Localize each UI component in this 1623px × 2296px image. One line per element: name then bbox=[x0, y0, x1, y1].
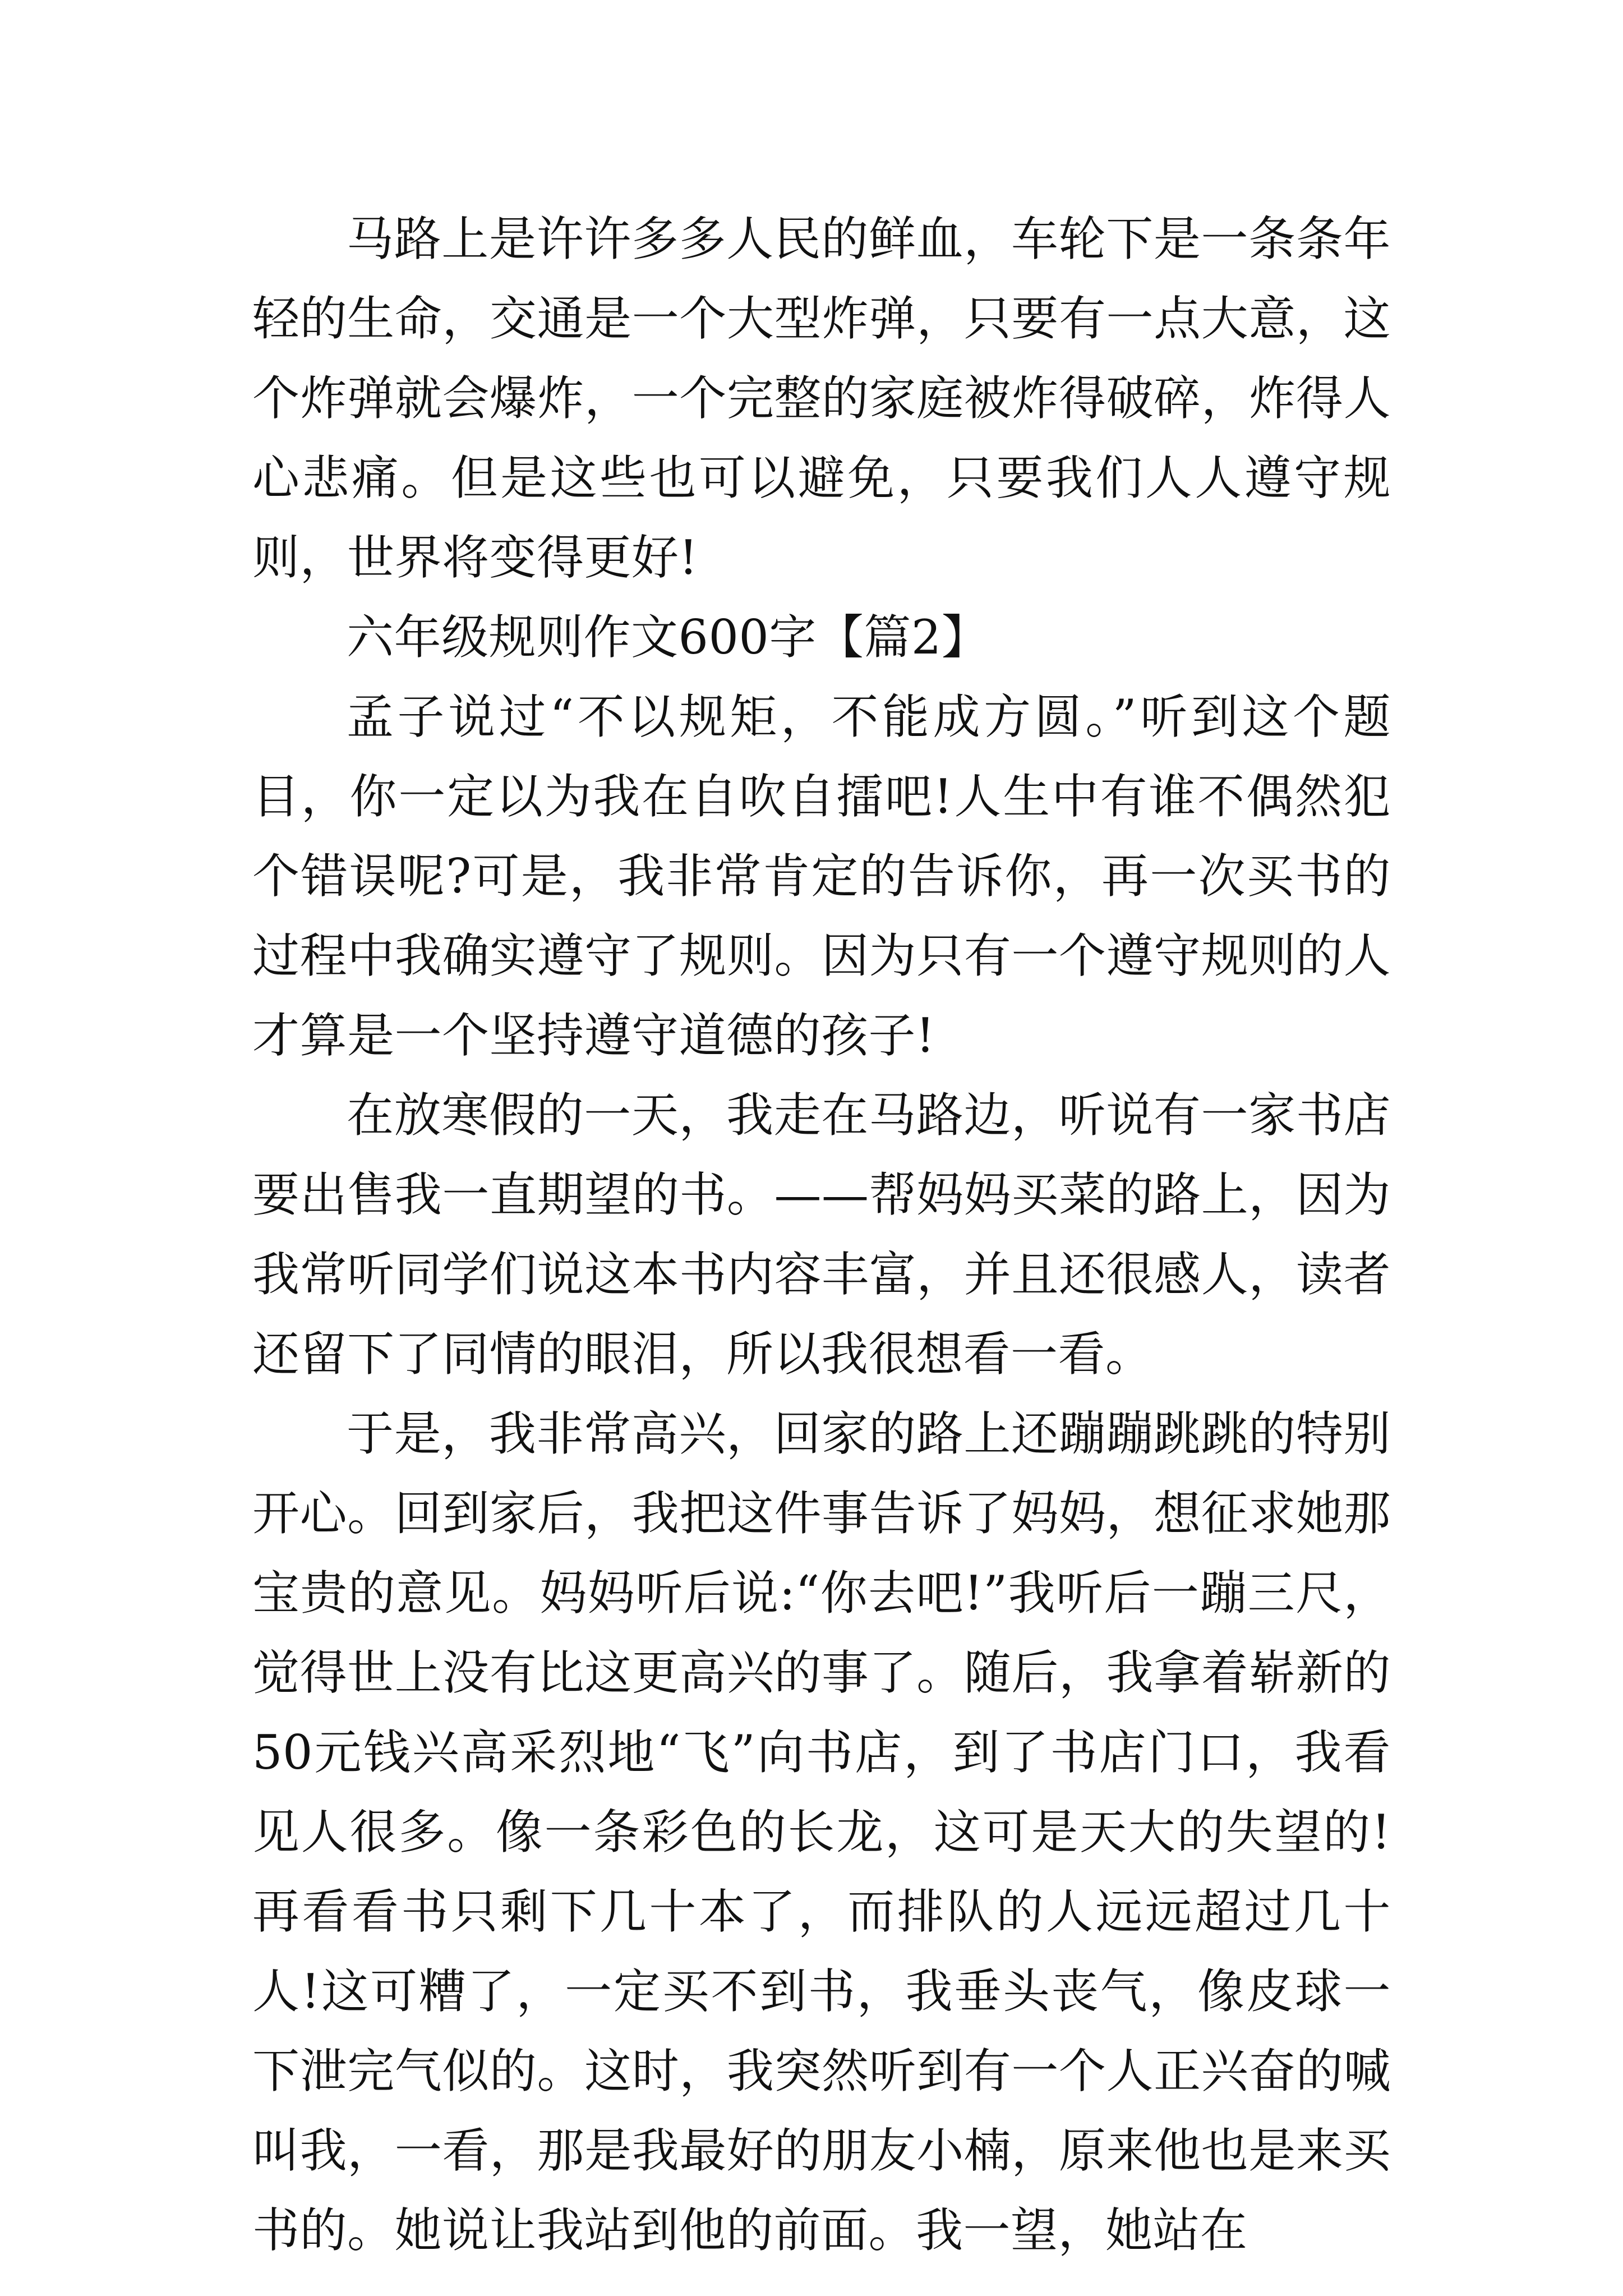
paragraph-bookstore: 于是，我非常高兴，回家的路上还蹦蹦跳跳的特别开心。回到家后，我把这件事告诉了妈妈，想征求她那宝贵的意见。妈妈听后说:“你去吧!”我听后一蹦三尺，觉得世上没有比这更高兴的事了。随后，我拿着崭新的50元钱兴高采烈地“飞”向书店，到了书店门口，我看见人很多。像一条彩色的长龙，这可是天大的失望的!再看看书只剩下几十本了，而排队的人远远超过几十人!这可糟了，一定买不到书，我垂头丧气，像皮球一下泄完气似的。这时，我突然听到有一个人正兴奋的喊叫我，一看，那是我最好的朋友小楠，原来他也是来买书的。她说让我站到他的前面。我一望，她站在 bbox=[252, 1406, 1391, 2258]
essay-text bbox=[252, 199, 1391, 2270]
paragraph-mencius: 孟子说过“不以规矩，不能成方圆。”听到这个题目，你一定以为我在自吹自擂吧!人生中有谁不偶然犯个错误呢?可是，我非常肯定的告诉你，再一次买书的过程中我确实遵守了规则。因为只有一个遵守规则的人才算是一个坚持遵守道德的孩子! bbox=[252, 689, 1391, 1063]
paragraph-winter-break: 在放寒假的一天，我走在马路边，听说有一家书店要出售我一直期望的书。——帮妈妈买菜的路上，因为我常听同学们说这本书内容丰富，并且还很感人，读者还留下了同情的眼泪，所以我很想看一看。 bbox=[252, 1088, 1391, 1382]
paragraph-traffic: 马路上是许许多多人民的鲜血，车轮下是一条条年轻的生命，交通是一个大型炸弹，只要有一点大意，这个炸弹就会爆炸，一个完整的家庭被炸得破碎，炸得人心悲痛。但是这些也可以避免，只要我们人人遵守规则，世界将变得更好! bbox=[252, 211, 1391, 585]
section-heading: 六年级规则作文600字【篇2】 bbox=[347, 610, 989, 665]
